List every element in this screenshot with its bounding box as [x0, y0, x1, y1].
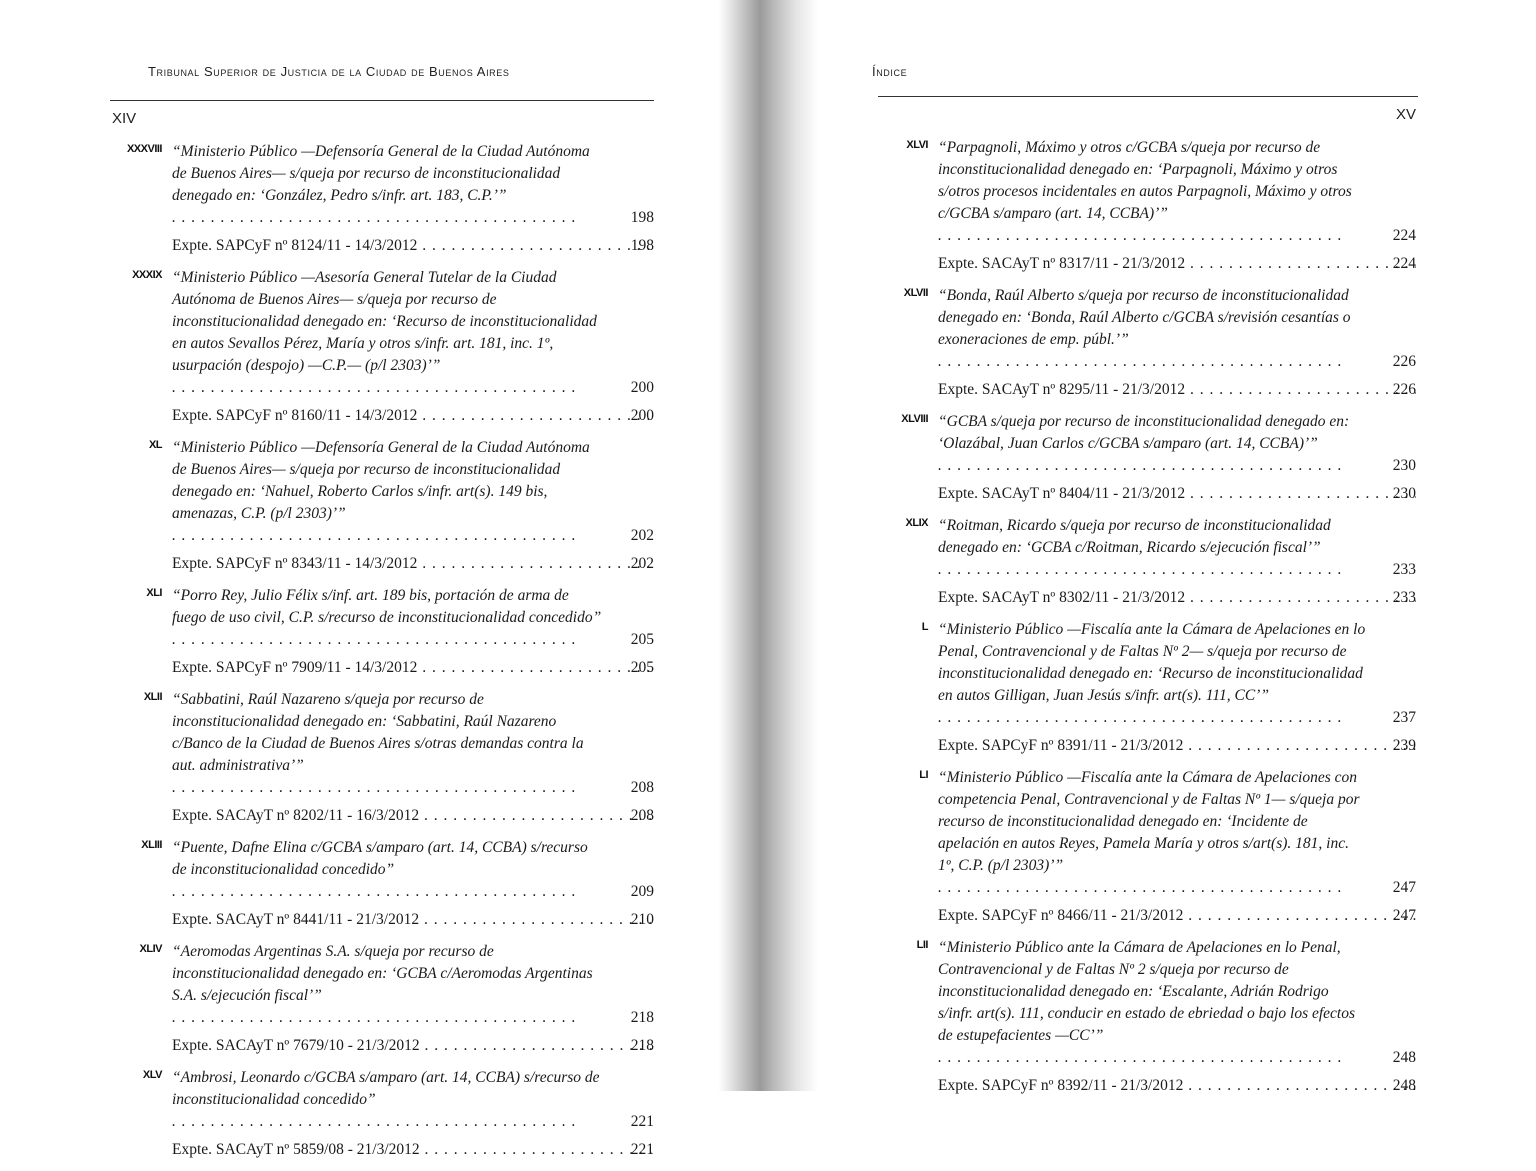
entry-title: “GCBA s/queja por recurso de inconstitucionalidad denegado en: ‘Olazábal, Juan Carlos c/GCBA s/amparo (art. 14, CCBA)’” . . . 230 [938, 411, 1416, 477]
entry-title: “Parpagnoli, Máximo y otros c/GCBA s/queja por recurso de inconstitucionalidad denegado en: ‘Parpagnoli, Máximo y otros s/otros procesos incidentales en autos Parpagnoli, Máximo y otros c/GCBA s/amparo (art. 14, CCBA)’” . . . 224 [938, 137, 1416, 247]
index-entry [112, 941, 654, 1057]
entry-title: “Puente, Dafne Elina c/GCBA s/amparo (art. 14, CCBA) s/recurso de inconstitucionalidad concedido” . . . 209 [172, 837, 654, 903]
index-entry [878, 285, 1416, 401]
expte-page: 226 [1392, 381, 1416, 398]
entry-page: 247 [1392, 879, 1416, 896]
index-entry [878, 767, 1416, 927]
entry-expte: Expte. SACAyT nº 8317/11 - 21/3/2012 . . . 224 [938, 253, 1416, 275]
expte-page: 218 [630, 1037, 654, 1054]
entry-expte: Expte. SAPCyF nº 7909/11 - 14/3/2012 . . . 205 [172, 657, 654, 679]
entry-title: “Ministerio Público —Defensoría General de la Ciudad Autónoma de Buenos Aires— s/queja por recurso de inconstitucionalidad denegado en: ‘Nahuel, Roberto Carlos s/infr. art(s). 149 bis, amenazas, C.P. (p/l 2303)’” . . . 202 [172, 437, 654, 547]
index-entry [112, 1067, 654, 1161]
expte-page: 224 [1392, 255, 1416, 272]
entry-page: 237 [1392, 709, 1416, 726]
entry-page: 248 [1392, 1049, 1416, 1066]
entry-page: 226 [1392, 353, 1416, 370]
entry-title: “Roitman, Ricardo s/queja por recurso de inconstitucionalidad denegado en: ‘GCBA c/Roitman, Ricardo s/ejecución fiscal’” . . . 233 [938, 515, 1416, 581]
page-number: XV [1396, 106, 1417, 123]
entry-numeral: XXXVIII [126, 143, 162, 155]
entry-title: “Porro Rey, Julio Félix s/inf. art. 189 bis, portación de arma de fuego de uso civil, C.P. s/recurso de inconstitucionalidad concedido” . . . 205 [172, 585, 654, 651]
entry-title: “Ministerio Público —Fiscalía ante la Cámara de Apelaciones en lo Penal, Contravencional y de Faltas Nº 2— s/queja por recurso de inconstitucionalidad denegado en: ‘Recurso de inconstitucionalidad en autos Gilligan, Juan Jesús s/infr. art(s). 111, CC’” . . . 237 [938, 619, 1416, 729]
entry-numeral: LI [919, 769, 928, 781]
running-head: Tribunal Superior de Justicia de la Ciudad de Buenos Aires [148, 64, 510, 79]
entry-expte: Expte. SACAyT nº 8202/11 - 16/3/2012 . . . 208 [172, 805, 654, 827]
book-gutter-shadow [718, 0, 818, 1091]
entry-expte: Expte. SACAyT nº 7679/10 - 21/3/2012 . . . 218 [172, 1035, 654, 1057]
header-rule [878, 96, 1418, 97]
entry-numeral: LII [916, 939, 928, 951]
expte-page: 200 [630, 407, 654, 424]
entry-page: 198 [630, 209, 654, 226]
entry-numeral: XLVIII [901, 413, 928, 425]
index-entry [878, 411, 1416, 505]
page-number: XIV [112, 110, 137, 127]
entry-page: 233 [1392, 561, 1416, 578]
index-entry [878, 515, 1416, 609]
entry-title: “Sabbatini, Raúl Nazareno s/queja por recurso de inconstitucionalidad denegado en: ‘Sabbatini, Raúl Nazareno c/Banco de la Ciudad de Buenos Aires s/otras demandas contra la aut. administrativa’” . . . 208 [172, 689, 654, 799]
entry-numeral: XLII [143, 691, 162, 703]
entry-page: 209 [630, 883, 654, 900]
entry-expte: Expte. SAPCyF nº 8392/11 - 21/3/2012 . . . 248 [938, 1075, 1416, 1097]
entry-page: 224 [1392, 227, 1416, 244]
expte-page: 210 [630, 911, 654, 928]
entry-page: 200 [630, 379, 654, 396]
entry-numeral: XXXIX [132, 269, 162, 281]
entry-title: “Ambrosi, Leonardo c/GCBA s/amparo (art. 14, CCBA) s/recurso de inconstitucionalidad concedido” . . . 221 [172, 1067, 654, 1133]
entry-numeral: XLV [142, 1069, 162, 1081]
entry-expte: Expte. SACAyT nº 8295/11 - 21/3/2012 . . . 226 [938, 379, 1416, 401]
entry-numeral: XLIII [141, 839, 162, 851]
entry-page: 202 [630, 527, 654, 544]
running-head: Índice [872, 64, 908, 79]
entry-expte: Expte. SAPCyF nº 8466/11 - 21/3/2012 . . . 247 [938, 905, 1416, 927]
index-entry [112, 437, 654, 575]
expte-page: 233 [1392, 589, 1416, 606]
entry-expte: Expte. SACAyT nº 8441/11 - 21/3/2012 . . . 210 [172, 909, 654, 931]
entry-title: “Ministerio Público —Fiscalía ante la Cámara de Apelaciones con competencia Penal, Contravencional y de Faltas Nº 1— s/queja por recurso de inconstitucionalidad denegado en: ‘Incidente de apelación en autos Reyes, Pamela María y otros s/art(s). 181, inc. 1º, C.P. (p/l 2303)’” . . . 247 [938, 767, 1416, 899]
entry-numeral: XLVI [906, 139, 928, 151]
expte-page: 230 [1392, 485, 1416, 502]
index-entry [112, 267, 654, 427]
entry-numeral: L [921, 621, 928, 633]
index-entry [112, 837, 654, 931]
entry-title: “Ministerio Público —Defensoría General de la Ciudad Autónoma de Buenos Aires— s/queja por recurso de inconstitucionalidad denegado en: ‘González, Pedro s/infr. art. 183, C.P.’” . . . 198 [172, 141, 654, 229]
expte-page: 247 [1392, 907, 1416, 924]
index-entries [112, 141, 654, 1171]
index-entries [878, 137, 1416, 1107]
entry-expte: Expte. SAPCyF nº 8124/11 - 14/3/2012 . . . 198 [172, 235, 654, 257]
entry-expte: Expte. SACAyT nº 8404/11 - 21/3/2012 . . . 230 [938, 483, 1416, 505]
entry-numeral: XLVII [903, 287, 928, 299]
entry-page: 230 [1392, 457, 1416, 474]
entry-numeral: XL [148, 439, 162, 451]
entry-page: 221 [630, 1113, 654, 1130]
index-entry [878, 137, 1416, 275]
index-entry [112, 141, 654, 257]
left-page [0, 0, 718, 1158]
expte-page: 221 [630, 1141, 654, 1158]
index-entry [878, 619, 1416, 757]
right-page [818, 0, 1536, 1094]
index-entry [878, 937, 1416, 1097]
entry-title: “Ministerio Público —Asesoría General Tutelar de la Ciudad Autónoma de Buenos Aires— s/queja por recurso de inconstitucionalidad denegado en: ‘Recurso de inconstitucionalidad en autos Sevallos Pérez, María y otros s/infr. art. 181, inc. 1º, usurpación (despojo) —C.P.— (p/l 2303)’” . . . 200 [172, 267, 654, 399]
entry-expte: Expte. SAPCyF nº 8391/11 - 21/3/2012 . . . 239 [938, 735, 1416, 757]
entry-page: 218 [630, 1009, 654, 1026]
entry-expte: Expte. SAPCyF nº 8160/11 - 14/3/2012 . . . 200 [172, 405, 654, 427]
entry-title: “Bonda, Raúl Alberto s/queja por recurso de inconstitucionalidad denegado en: ‘Bonda, Raúl Alberto c/GCBA s/revisión cesantías o exoneraciones de emp. públ.’” . . . 226 [938, 285, 1416, 373]
header-rule [110, 100, 654, 101]
index-entry [112, 689, 654, 827]
expte-page: 208 [630, 807, 654, 824]
entry-numeral: XLIX [905, 517, 928, 529]
expte-page: 248 [1392, 1077, 1416, 1094]
entry-page: 208 [630, 779, 654, 796]
expte-page: 239 [1392, 737, 1416, 754]
entry-title: “Ministerio Público ante la Cámara de Apelaciones en lo Penal, Contravencional y de Faltas Nº 2 s/queja por recurso de inconstitucionalidad denegado en: ‘Escalante, Adrián Rodrigo s/infr. art(s). 111, conducir en estado de ebriedad o bajo los efectos de estupefacientes —CC’” . . . 248 [938, 937, 1416, 1069]
entry-numeral: XLI [146, 587, 162, 599]
index-entry [112, 585, 654, 679]
entry-numeral: XLIV [139, 943, 162, 955]
entry-title: “Aeromodas Argentinas S.A. s/queja por recurso de inconstitucionalidad denegado en: ‘GCBA c/Aeromodas Argentinas S.A. s/ejecución fiscal’” . . . 218 [172, 941, 654, 1029]
expte-page: 198 [630, 237, 654, 254]
entry-expte: Expte. SACAyT nº 8302/11 - 21/3/2012 . . . 233 [938, 587, 1416, 609]
entry-expte: Expte. SACAyT nº 5859/08 - 21/3/2012 . . . 221 [172, 1139, 654, 1161]
entry-expte: Expte. SAPCyF nº 8343/11 - 14/3/2012 . . . 202 [172, 553, 654, 575]
expte-page: 202 [630, 555, 654, 572]
expte-page: 205 [630, 659, 654, 676]
entry-page: 205 [630, 631, 654, 648]
